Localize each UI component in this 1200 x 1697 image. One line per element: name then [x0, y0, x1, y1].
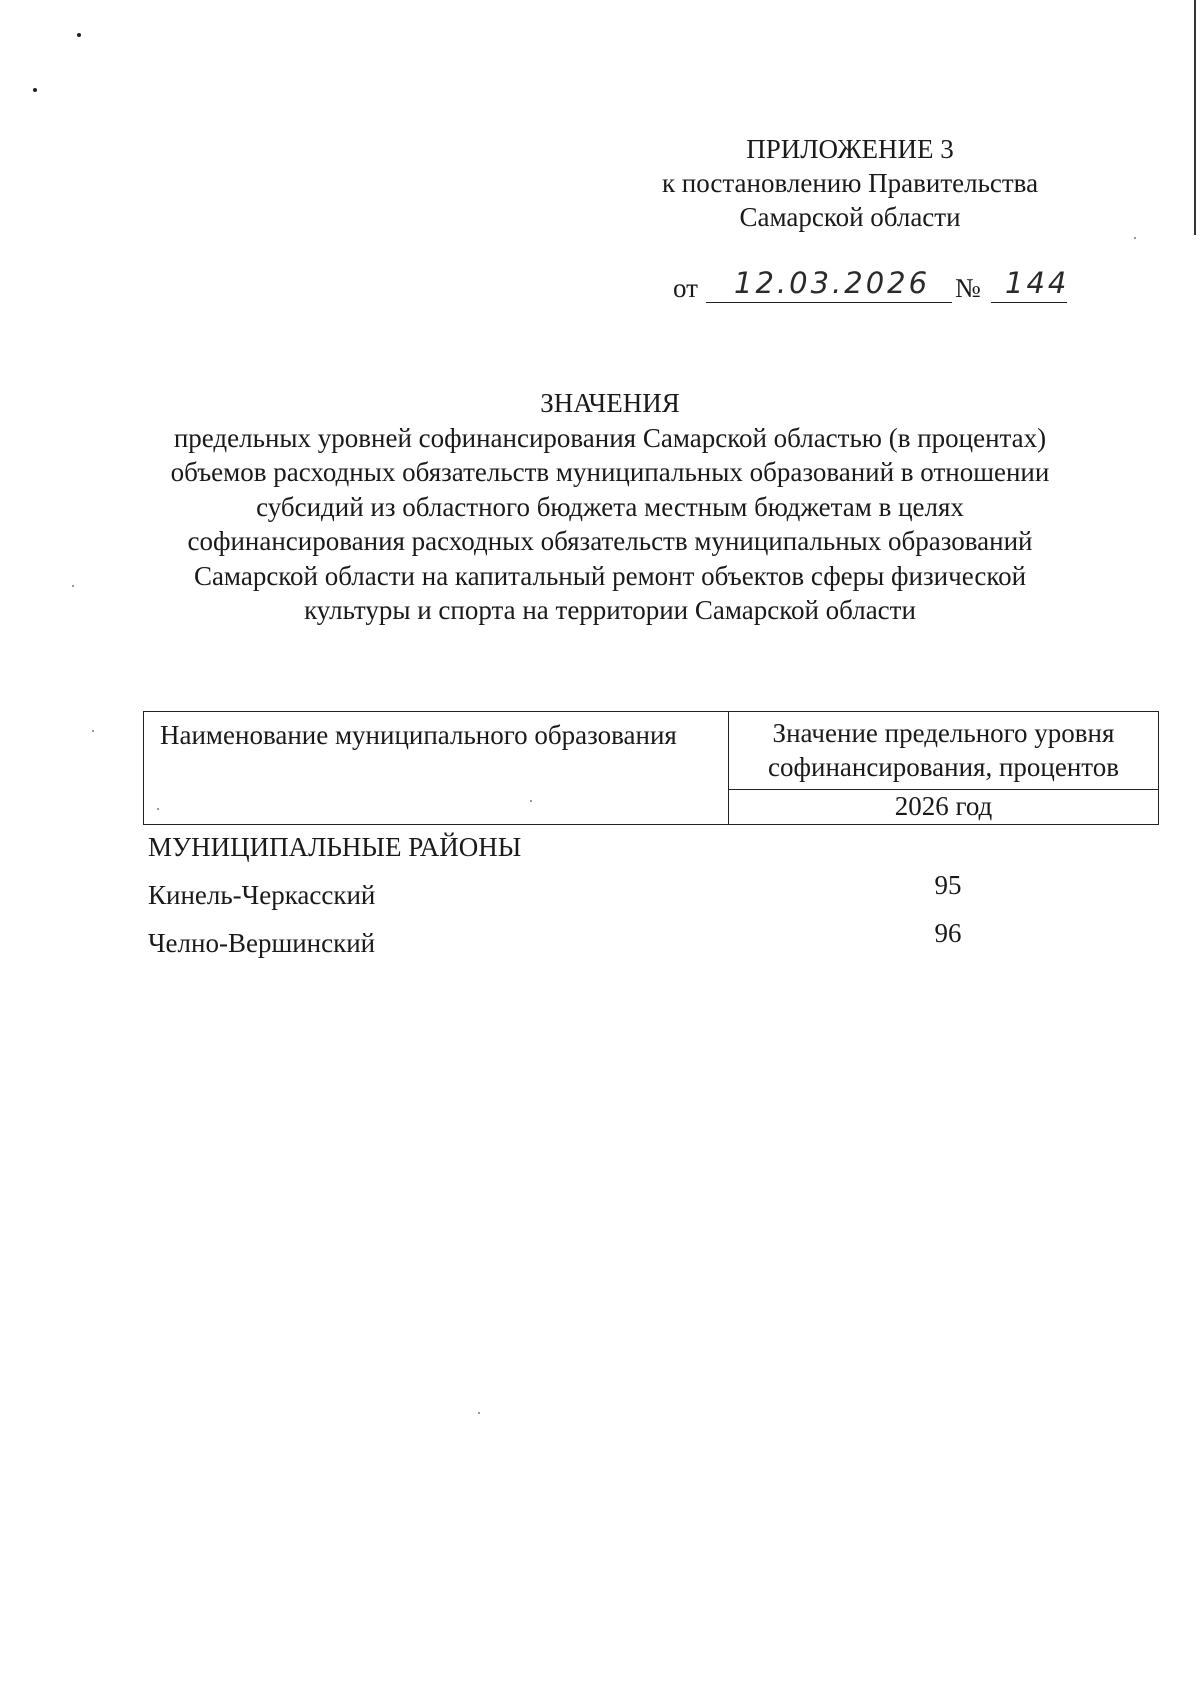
row-value: 95 [934, 870, 962, 900]
scan-dot [478, 1412, 480, 1414]
scan-edge-shadow [1194, 0, 1196, 235]
from-label: от [673, 273, 698, 303]
document-heading [150, 386, 1070, 628]
heading-subtitle: предельных уровней софинансирования Самарской областью (в процентах) объемов расходных обязательств муниципальных образований в отношении субсидий из областного бюджета местным бюджетам в целях софинансирования расходных обязательств муниципальных образований Самарской области на капитальный ремонт объектов сферы физической культуры и спорта на территории Самарской области [170, 422, 1050, 625]
column-header-value: Значение предельного уровня софинансирования, процентов [729, 712, 1159, 790]
number-field [991, 266, 1070, 303]
table-row [148, 918, 1108, 964]
date-field [706, 268, 952, 303]
handwritten-date: 12.03.2026 [734, 266, 931, 300]
scan-speck [33, 88, 37, 92]
number-label: № [955, 273, 981, 303]
scan-speck [77, 33, 81, 37]
scan-dot [1134, 237, 1136, 239]
appendix-region: Самарской области [739, 202, 961, 232]
values-table-header [143, 711, 1159, 825]
column-header-name: Наименование муниципального образования [144, 712, 729, 825]
scan-dot [72, 585, 74, 587]
heading-title: ЗНАЧЕНИЯ [540, 388, 680, 418]
registration-line [673, 268, 1093, 308]
row-name: Челно-Вершинский [148, 928, 376, 958]
row-name: Кинель-Черкасский [148, 880, 376, 910]
appendix-label: ПРИЛОЖЕНИЕ 3 [746, 134, 954, 164]
appendix-to-resolution: к постановлению Правительства [661, 168, 1039, 198]
column-header-year: 2026 год [729, 789, 1159, 824]
scan-dot [92, 730, 94, 732]
row-value: 96 [934, 918, 962, 948]
section-title: МУНИЦИПАЛЬНЫЕ РАЙОНЫ [148, 832, 522, 862]
table-row [148, 870, 1108, 916]
handwritten-number: 144 [1005, 266, 1070, 300]
